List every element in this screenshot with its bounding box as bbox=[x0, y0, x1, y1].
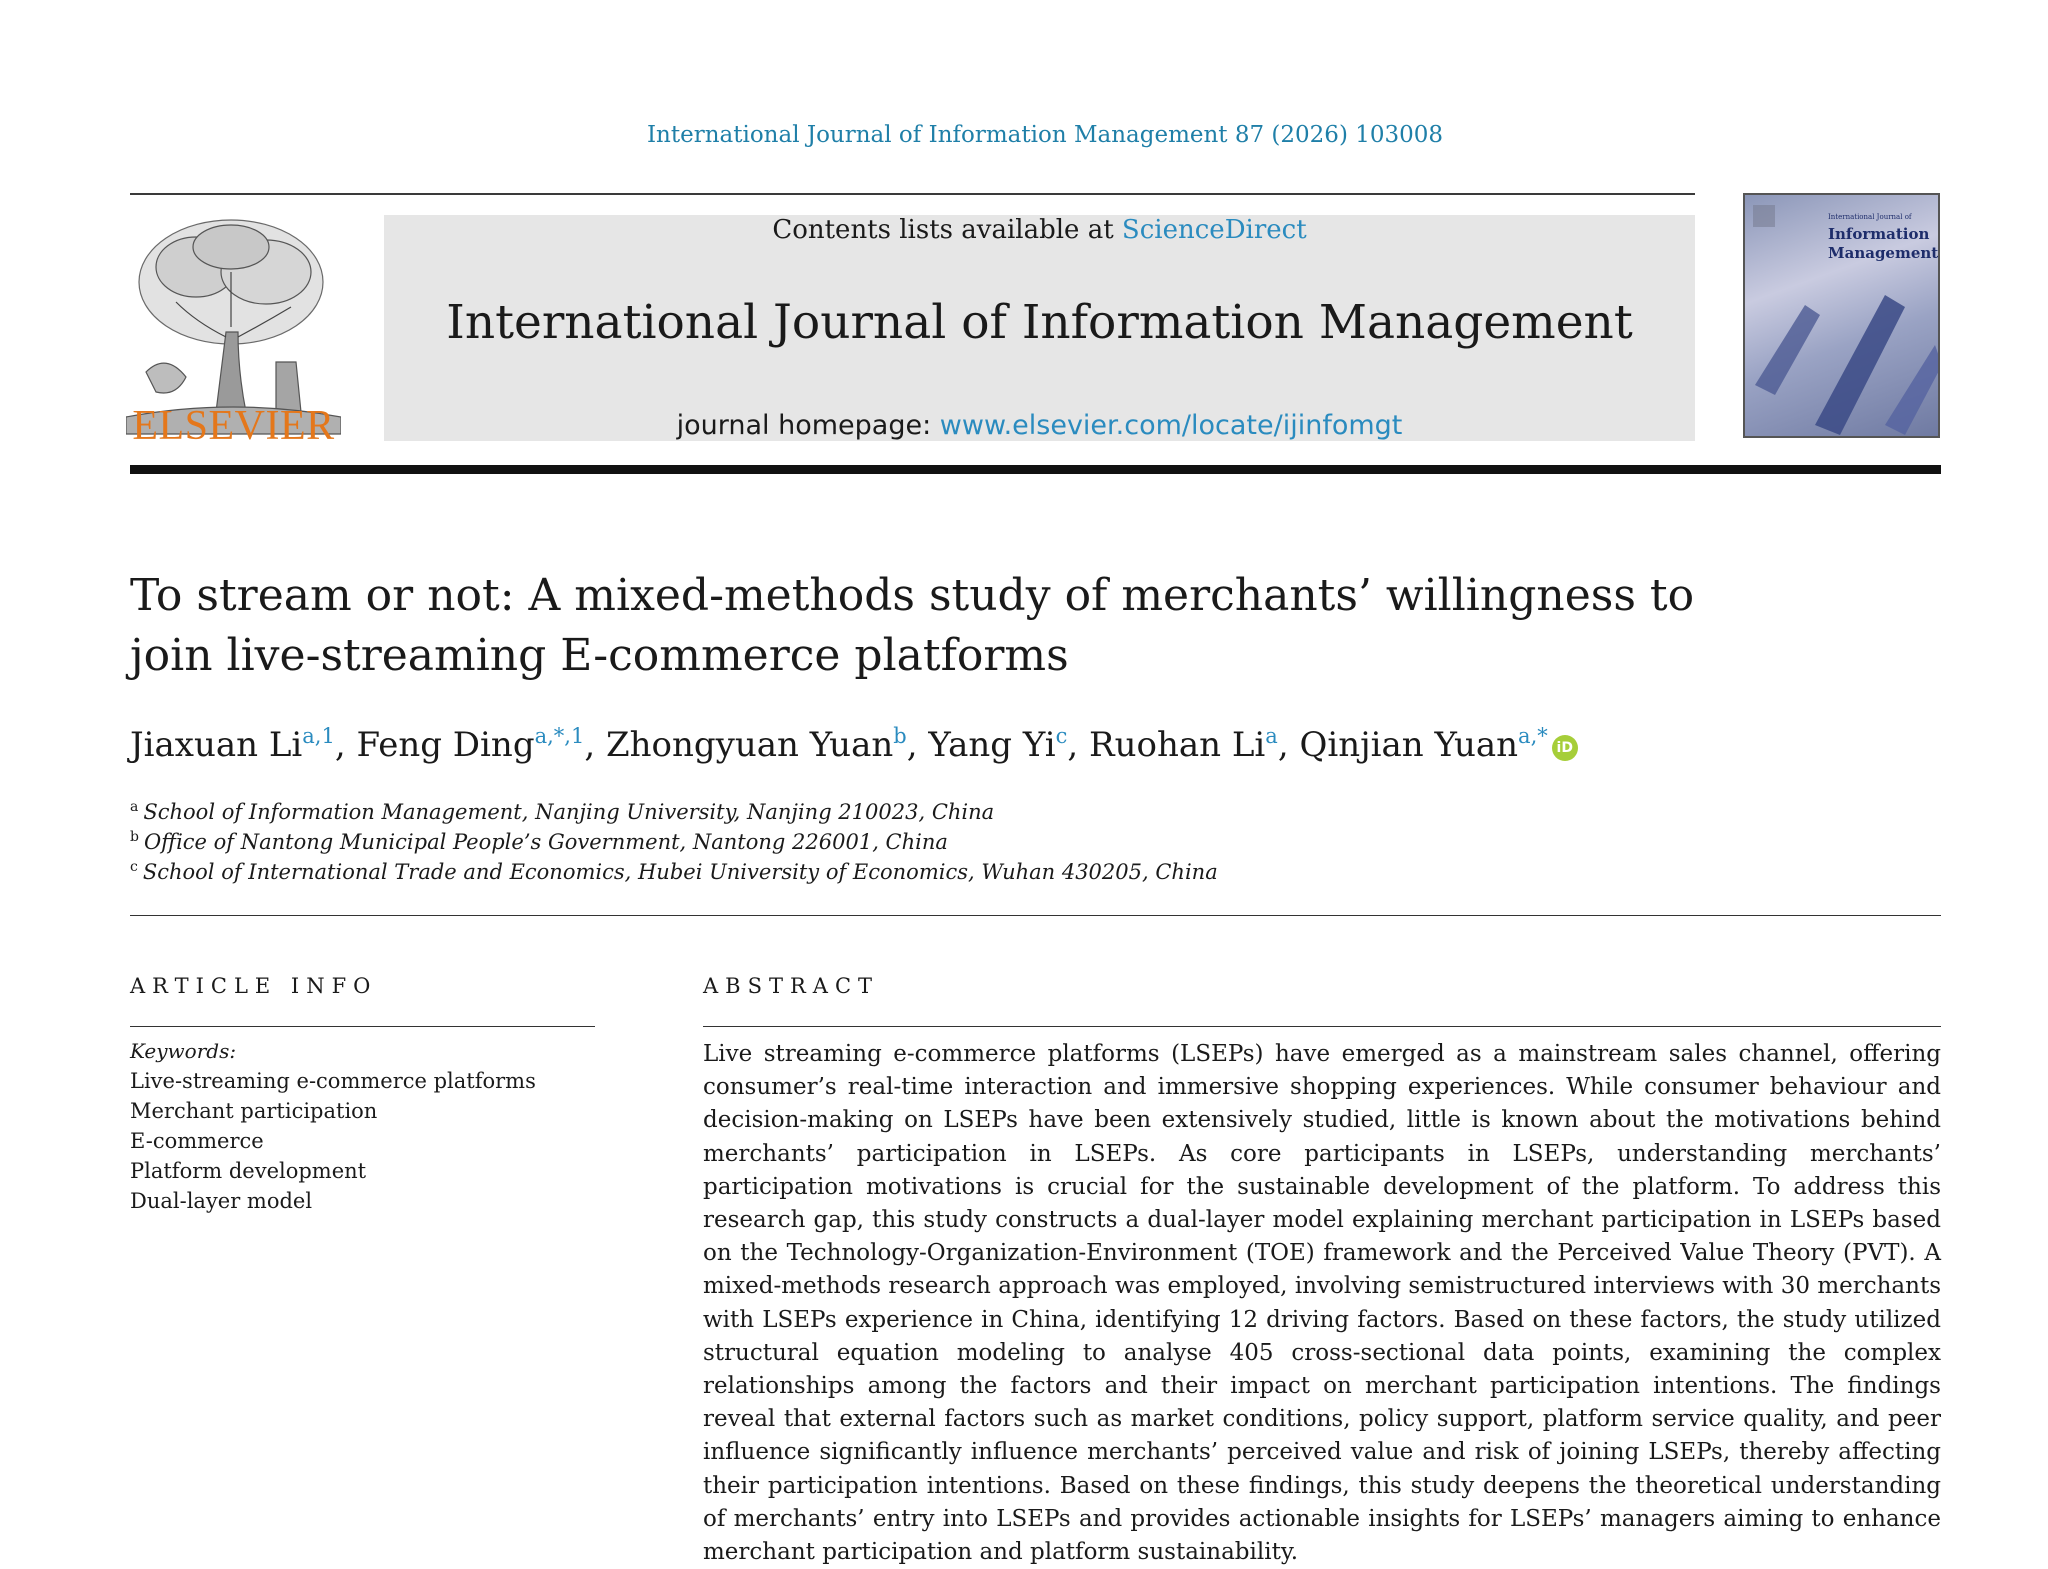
top-divider bbox=[130, 193, 1695, 195]
abstract-divider bbox=[703, 1026, 1941, 1027]
affiliation bbox=[130, 829, 948, 854]
author-superscript[interactable]: a,*,1 bbox=[534, 724, 585, 748]
cover-title: Information Management bbox=[1828, 225, 1939, 262]
affiliation bbox=[130, 859, 1218, 884]
author[interactable]: Jiaxuan Li bbox=[130, 725, 303, 765]
contents-prefix: Contents lists available at bbox=[772, 215, 1122, 245]
abstract-heading: ABSTRACT bbox=[703, 974, 880, 998]
article-info-heading: ARTICLE INFO bbox=[130, 974, 378, 998]
article-info-divider bbox=[130, 1026, 595, 1027]
affiliation-mark: a bbox=[130, 799, 139, 815]
keyword: Dual-layer model bbox=[130, 1189, 313, 1213]
author[interactable]: Qinjian Yuan bbox=[1299, 725, 1519, 765]
author-separator: , bbox=[334, 725, 357, 765]
cover-small-text: International Journal of bbox=[1828, 213, 1912, 221]
author-superscript[interactable]: c bbox=[1055, 724, 1068, 748]
author[interactable]: Yang Yi bbox=[928, 725, 1056, 765]
keyword: Merchant participation bbox=[130, 1099, 378, 1123]
homepage-prefix: journal homepage: bbox=[676, 410, 940, 441]
author-separator: , bbox=[906, 725, 929, 765]
sciencedirect-link[interactable]: ScienceDirect bbox=[1121, 215, 1307, 245]
author[interactable]: Feng Ding bbox=[356, 725, 535, 765]
author-separator: , bbox=[1067, 725, 1089, 765]
journal-homepage-line bbox=[384, 410, 1695, 441]
journal-title: International Journal of Information Management bbox=[446, 295, 1633, 350]
author[interactable]: Zhongyuan Yuan bbox=[605, 725, 894, 765]
keyword: Platform development bbox=[130, 1159, 367, 1183]
affiliation-mark: b bbox=[130, 829, 139, 845]
keywords-label: Keywords: bbox=[130, 1039, 237, 1063]
affiliation-mark: c bbox=[130, 859, 138, 875]
homepage-link[interactable]: www.elsevier.com/locate/ijinfomgt bbox=[939, 410, 1403, 441]
author-superscript[interactable]: a,1 bbox=[302, 724, 335, 748]
author-superscript[interactable]: b bbox=[893, 724, 907, 748]
author-list bbox=[130, 724, 1880, 765]
affiliation-text: School of Information Management, Nanjing University, Nanjing 210023, China bbox=[143, 800, 995, 824]
orcid-icon[interactable]: iD bbox=[1552, 735, 1578, 761]
author-separator: , bbox=[1277, 725, 1300, 765]
keyword: E-commerce bbox=[130, 1129, 264, 1153]
author-superscript[interactable]: a bbox=[1265, 724, 1278, 748]
article-title: To stream or not: A mixed-methods study of merchants’ willingness to join live-streaming E-commerce platforms bbox=[130, 570, 1695, 681]
keyword: Live-streaming e-commerce platforms bbox=[130, 1069, 536, 1093]
elsevier-wordmark: ELSEVIER bbox=[132, 403, 335, 449]
affiliation-text: School of International Trade and Economics, Hubei University of Economics, Wuhan 430205, China bbox=[142, 860, 1218, 884]
journal-cover-thumbnail[interactable] bbox=[1743, 193, 1940, 438]
journal-citation-link[interactable]: International Journal of Information Management 87 (2026) 103008 bbox=[646, 122, 1444, 148]
contents-availability-line bbox=[384, 215, 1695, 245]
author-superscript[interactable]: a,* bbox=[1518, 724, 1548, 748]
author[interactable]: Ruohan Li bbox=[1089, 725, 1266, 765]
author-separator: , bbox=[584, 725, 606, 765]
abstract-text: Live streaming e-commerce platforms (LSEPs) have emerged as a mainstream sales channel, offering consumer’s real-time interaction and immersive shopping experiences. While consumer behaviour and decision-making on LSEPs have been extensively studied, little is known about the motivations behind merchants’ participation in LSEPs. As core participants in LSEPs, understanding merchants’ participation motivations is crucial for the sustainable development of the platform. To address this research gap, this study constructs a dual-layer model explaining merchant participation in LSEPs based on the Technology-Organization-Environment (TOE) framework and the Perceived Value Theory (PVT). A mixed-methods research approach was employed, involving semistructured interviews with 30 merchants with LSEPs experience in China, identifying 12 driving factors. Based on these factors, the study utilized structural equation modeling to analyse 405 cross-sectional data points, examining the complex relationships among the factors and their impact on merchant participation intentions. The findings reveal that external factors such as market conditions, policy support, platform service quality, and peer influence significantly influence merchants’ perceived value and risk of joining LSEPs, thereby affecting their participation intentions. Based on these findings, this study deepens the theoretical understanding of merchants’ entry into LSEPs and provides actionable insights for LSEPs’ managers aiming to enhance merchant participation and platform sustainability. bbox=[703, 1041, 1941, 1566]
affiliations-divider bbox=[130, 915, 1941, 916]
affiliation bbox=[130, 799, 994, 824]
affiliation-text: Office of Nantong Municipal People’s Government, Nantong 226001, China bbox=[143, 830, 948, 854]
header-thick-divider bbox=[130, 465, 1941, 474]
